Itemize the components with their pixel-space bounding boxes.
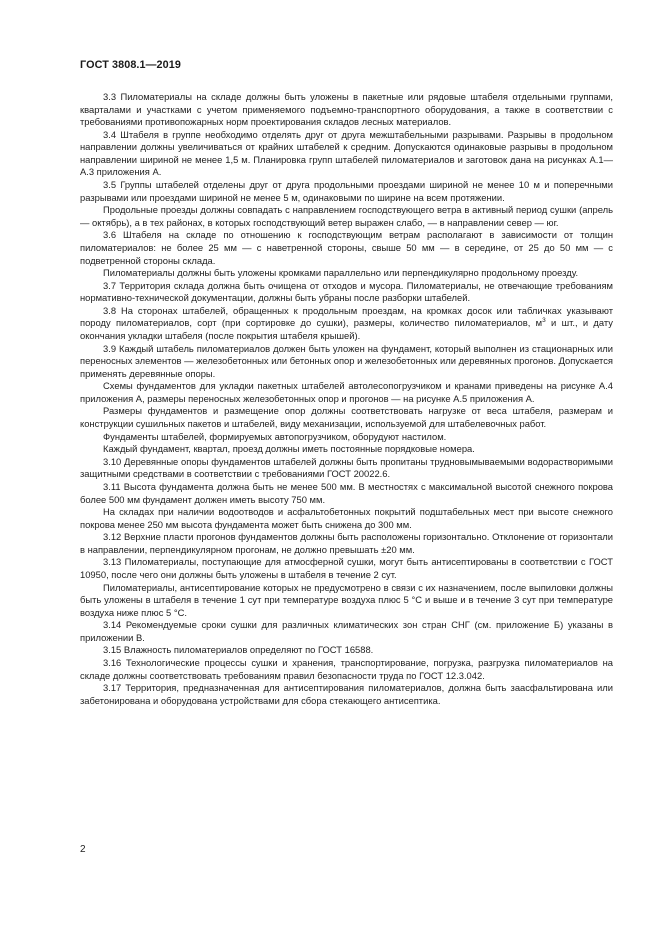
paragraph-3-6: 3.6 Штабеля на складе по отношению к господствующим ветрам располагают в зависимости от толщин пиломатериалов: не более 25 мм — с наветренной стороны, свыше 50 мм — в середине, от 25 до 50 мм — с подветренной стороны склада. xyxy=(80,229,613,266)
paragraph-3-11-continued: На складах при наличии водоотводов и асфальтобетонных покрытий подштабельных мест при высоте снежного покрова менее 250 мм высота фундамента может быть снижена до 300 мм. xyxy=(80,506,613,530)
paragraph-3-9: 3.9 Каждый штабель пиломатериалов должен быть уложен на фундамент, который выполнен из стационарных или переносных элементов — железобетонных или бетонных опор и железобетонных или деревянных прогонов. Допускается применять деревянные опоры. xyxy=(80,342,613,379)
cubic-superscript: 3 xyxy=(542,317,546,325)
page-number: 2 xyxy=(80,844,86,855)
paragraph-3-8 xyxy=(80,305,613,343)
paragraph-3-6-continued: Пиломатериалы должны быть уложены кромками параллельно или перпендикулярно продольному проезду. xyxy=(103,267,579,279)
paragraph-3-8-text-a: 3.8 На сторонах штабелей, обращенных к продольным проездам, на кромках досок или табличках указывают породу пиломатериалов, сорт (при сортировке до сушки), размеры, количество пиломатериалов, м xyxy=(80,304,613,329)
paragraph-3-13: 3.13 Пиломатериалы, поступающие для атмосферной сушки, могут быть антисептированы в соответствии с ГОСТ 10950, после чего они должны быть уложены в штабеля в течение 2 сут. xyxy=(80,556,613,580)
paragraph-3-8-text-b: и шт., и дату окончания укладки штабеля (после покрытия штабеля крышей). xyxy=(80,317,613,341)
document-header: ГОСТ 3808.1—2019 xyxy=(80,59,181,71)
paragraph-3-13-continued: Пиломатериалы, антисептирование которых не предусмотрено в связи с их назначением, после выпиловки должны быть уложены в штабеля в течение 1 сут при температуре воздуха плюс 5 °С и выше и в течение 3 сут при температуре воздуха ниже плюс 5 °С. xyxy=(80,581,613,618)
paragraph-3-16: 3.16 Технологические процессы сушки и хранения, транспортирование, погрузка, разгрузка пиломатериалов на складе должны соответствовать требованиям правил безопасности труда по ГОСТ 12.3.042. xyxy=(80,657,613,681)
paragraph-3-5-continued: Продольные проезды должны совпадать с направлением господствующего ветра в активный период сушки (апрель — октябрь), а в тех районах, в которых господствующий ветер выражен слабо, — в направлении север — юг. xyxy=(80,204,613,228)
paragraph-3-5: 3.5 Группы штабелей отделены друг от друга продольными проездами шириной не менее 10 м и поперечными разрывами или проездами шириной не менее 5 м, одинаковыми по ширине на всем протяжении. xyxy=(80,179,613,203)
document-body xyxy=(80,91,613,707)
paragraph-3-9-continued-a: Схемы фундаментов для укладки пакетных штабелей автолесопогрузчиком и кранами приведены на рисунке А.4 приложения А, размеры переносных железобетонных опор и прогонов — на рисунке А.5 приложения А. xyxy=(80,380,613,404)
paragraph-3-9-continued-b: Размеры фундаментов и размещение опор должны соответствовать нагрузке от веса штабеля, размерам и конструкции сушильных пакетов и штабелей, виду механизации, используемой для штабелевочных работ. xyxy=(80,405,613,430)
paragraph-3-12: 3.12 Верхние пласти прогонов фундаментов должны быть расположены горизонтально. Отклонение от горизонтали в направлении, перпендикулярном прогонам, не должно превышать ±20 мм. xyxy=(80,531,613,555)
paragraph-3-9-continued-c: Фундаменты штабелей, формируемых автопогрузчиком, оборудуют настилом. xyxy=(103,430,447,442)
paragraph-3-11: 3.11 Высота фундамента должна быть не менее 500 мм. В местностях с максимальной высотой снежного покрова более 500 мм фундамент должен иметь высоту 750 мм. xyxy=(80,480,613,505)
paragraph-3-9-continued-d: Каждый фундамент, квартал, проезд должны иметь постоянные порядковые номера. xyxy=(103,443,475,455)
paragraph-3-7: 3.7 Территория склада должна быть очищена от отходов и мусора. Пиломатериалы, не отвечающие требованиям нормативно-технической документации, должны быть убраны после разборки штабелей. xyxy=(80,279,613,304)
paragraph-3-4: 3.4 Штабеля в группе необходимо отделять друг от друга межштабельными разрывами. Разрывы в продольном направлении должны увеличиваться от крайних штабелей к средним. Допускаются одинаковые разрывы в продольном направлении шириной не менее 1,5 м. Планировка групп штабелей пиломатериалов и заготовок дана на рисунках А.1—А.3 приложения А. xyxy=(80,128,613,178)
paragraph-3-17: 3.17 Территория, предназначенная для антисептирования пиломатериалов, должна быть заасфальтирована или забетонирована и оборудована устройствами для сбора стекающего антисептика. xyxy=(80,682,613,706)
paragraph-3-3: 3.3 Пиломатериалы на складе должны быть уложены в пакетные или рядовые штабеля отдельными группами, кварталами и участками с учетом применяемого подъемно-транспортного оборудования, а также в соответствии с требованиями противопожарных норм проектирования складов лесных материалов. xyxy=(80,91,613,128)
paragraph-3-14: 3.14 Рекомендуемые сроки сушки для различных климатических зон стран СНГ (см. приложение Б) указаны в приложении В. xyxy=(80,619,613,643)
paragraph-3-15: 3.15 Влажность пиломатериалов определяют по ГОСТ 16588. xyxy=(103,644,374,656)
paragraph-3-10: 3.10 Деревянные опоры фундаментов штабелей должны быть пропитаны трудновымываемыми водорастворимыми защитными средствами в соответствии с требованиями ГОСТ 20022.6. xyxy=(80,455,613,480)
